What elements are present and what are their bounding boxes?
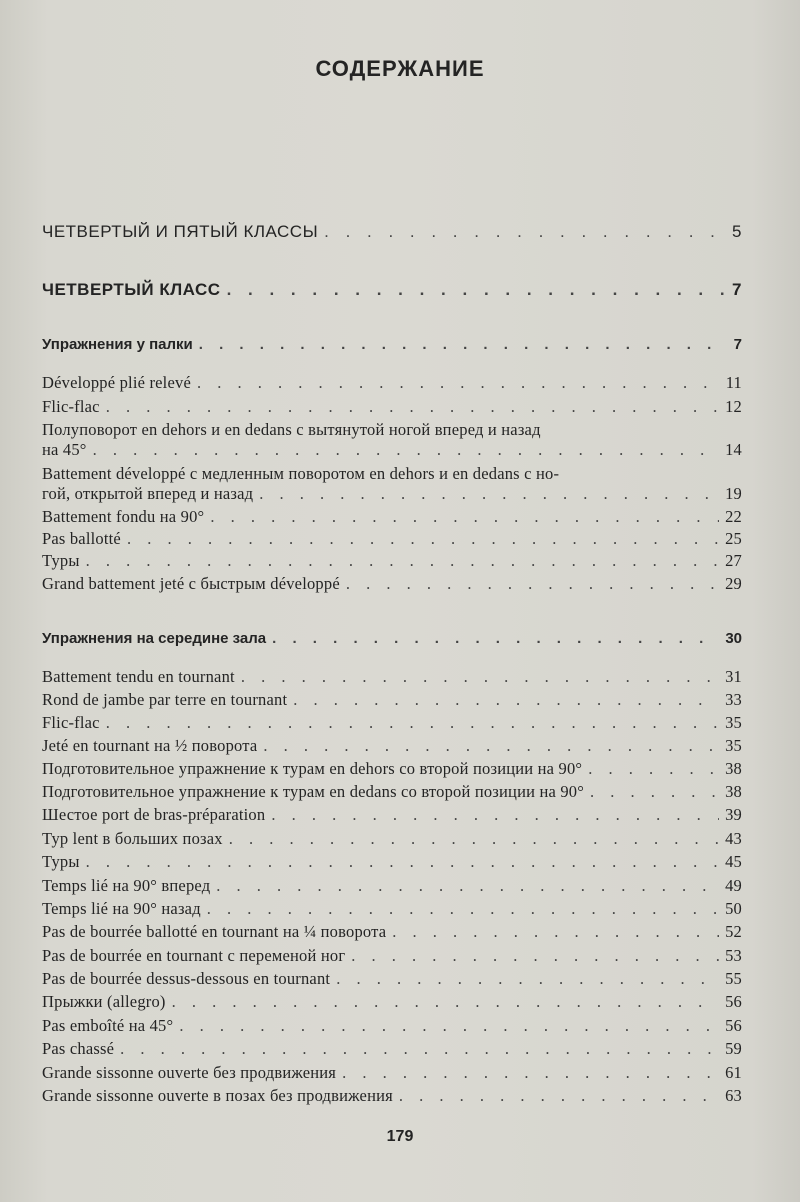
leader-dots	[259, 484, 719, 504]
toc-label: Flic-flac	[42, 397, 100, 416]
toc-label: Battement tendu en tournant	[42, 667, 235, 686]
toc-page-number: 29	[725, 574, 742, 593]
toc-item	[42, 805, 742, 825]
toc-item	[42, 922, 742, 942]
toc-page-number: 63	[725, 1086, 742, 1105]
toc-page-number: 45	[725, 852, 742, 871]
toc-label: Pas emboîté на 45°	[42, 1016, 174, 1035]
toc-page-number: 56	[725, 1016, 742, 1035]
toc-page-number: 33	[725, 690, 742, 709]
toc-page-number: 7	[732, 280, 742, 299]
leader-dots	[588, 759, 719, 779]
toc-label: Подготовительное упражнение к турам en dehors со второй позиции на 90°	[42, 759, 583, 778]
leader-dots	[86, 551, 719, 571]
toc-label: Battement fondu на 90°	[42, 507, 205, 526]
leader-dots	[207, 899, 719, 919]
toc-label: Упражнения у палки	[42, 336, 193, 353]
toc-label: Упражнения на середине зала	[42, 630, 267, 647]
toc-page-number: 14	[725, 440, 742, 459]
leader-dots	[172, 992, 719, 1012]
toc-label: Développé plié relevé	[42, 373, 191, 392]
toc-label: Тур lent в больших позах	[42, 829, 223, 848]
toc-page-number: 55	[725, 969, 742, 988]
toc-page-number: 35	[725, 713, 742, 732]
toc-page-number: 19	[725, 484, 742, 503]
toc-item-first-line: Battement développé с медленным поворотом en dehors и en dedans с но-	[42, 464, 560, 483]
toc-item	[42, 397, 742, 417]
toc-label: Pas de bourrée en tournant с переменой ног	[42, 946, 346, 965]
toc-item	[42, 899, 742, 919]
leader-dots	[227, 280, 726, 300]
toc-label: Pas chassé	[42, 1039, 115, 1058]
toc-item	[42, 484, 742, 504]
toc-label: Temps lié на 90° вперед	[42, 876, 211, 895]
leader-dots	[346, 574, 719, 594]
leader-dots	[272, 630, 719, 647]
toc-item	[42, 829, 742, 849]
toc-item	[42, 782, 742, 802]
toc-label: Flic-flac	[42, 713, 100, 732]
toc-page-number: 52	[725, 922, 742, 941]
toc-page-number: 35	[725, 736, 742, 755]
toc-page-number: 11	[725, 373, 742, 392]
toc-item	[42, 759, 742, 779]
toc-label: Temps lié на 90° назад	[42, 899, 201, 918]
toc-page-number: 12	[725, 397, 742, 416]
toc-item	[42, 736, 742, 756]
leader-dots	[127, 529, 719, 549]
toc-page-number: 38	[725, 759, 742, 778]
leader-dots	[210, 507, 719, 527]
toc-page-number: 53	[725, 946, 742, 965]
toc-label: Grande sissonne ouverte в позах без продвижения	[42, 1086, 393, 1105]
toc-page-number: 5	[732, 222, 742, 241]
leader-dots	[229, 829, 719, 849]
toc-page-number: 22	[725, 507, 742, 526]
toc-page-number: 61	[725, 1063, 742, 1082]
page-number-folio: 179	[386, 1128, 414, 1145]
leader-dots	[216, 876, 719, 896]
page-title: СОДЕРЖАНИЕ	[315, 56, 485, 81]
leader-dots	[263, 736, 719, 756]
toc-label: Туры	[42, 551, 80, 570]
toc-item	[42, 969, 742, 989]
toc-page-number: 27	[725, 551, 742, 570]
toc-page-number: 7	[733, 336, 742, 353]
toc-label: Jeté en tournant на ½ поворота	[42, 736, 258, 755]
toc-page-number: 30	[725, 630, 742, 647]
leader-dots	[342, 1063, 719, 1083]
toc-item	[42, 1063, 742, 1083]
toc-page-number: 59	[725, 1039, 742, 1058]
toc-heading-barre	[42, 336, 742, 353]
toc-section-4	[42, 280, 742, 300]
leader-dots	[324, 222, 726, 242]
toc-item	[42, 507, 742, 527]
leader-dots	[93, 440, 720, 460]
leader-dots	[241, 667, 719, 687]
toc-item	[42, 667, 742, 687]
leader-dots	[199, 336, 728, 353]
toc-section-4-5	[42, 222, 742, 242]
leader-dots	[336, 969, 719, 989]
leader-dots	[120, 1039, 719, 1059]
toc-label: ЧЕТВЕРТЫЙ КЛАСС	[42, 280, 221, 299]
leader-dots	[399, 1086, 719, 1106]
toc-item	[42, 992, 742, 1012]
toc-label: Grand battement jeté с быстрым développé	[42, 574, 340, 593]
toc-page-number: 50	[725, 899, 742, 918]
toc-heading-centre	[42, 630, 742, 647]
toc-label: Шестое port de bras-préparation	[42, 805, 266, 824]
toc-label: Rond de jambe par terre en tournant	[42, 690, 288, 709]
toc-item	[42, 551, 742, 571]
toc-label: Туры	[42, 852, 80, 871]
toc-label: гой, открытой вперед и назад	[42, 484, 254, 503]
toc-item	[42, 1039, 742, 1059]
toc-item-first-line: Полуповорот en dehors и en dedans с вытянутой ногой вперед и назад	[42, 420, 541, 439]
leader-dots	[590, 782, 719, 802]
toc-item	[42, 713, 742, 733]
toc-page-number: 43	[725, 829, 742, 848]
leader-dots	[197, 373, 720, 393]
leader-dots	[106, 397, 719, 417]
leader-dots	[271, 805, 719, 825]
toc-page-number: 56	[725, 992, 742, 1011]
toc-item	[42, 1086, 742, 1106]
toc-label: Pas de bourrée dessus-dessous en tournant	[42, 969, 331, 988]
toc-label: Grande sissonne ouverte без продвижения	[42, 1063, 337, 1082]
toc-label: ЧЕТВЕРТЫЙ И ПЯТЫЙ КЛАССЫ	[42, 222, 319, 241]
toc-item	[42, 1016, 742, 1036]
toc-item	[42, 690, 742, 710]
leader-dots	[179, 1016, 719, 1036]
toc-label: на 45°	[42, 440, 87, 459]
toc-label: Подготовительное упражнение к турам en dedans со второй позиции на 90°	[42, 782, 585, 801]
toc-page-number: 25	[725, 529, 742, 548]
leader-dots	[293, 690, 719, 710]
leader-dots	[392, 922, 719, 942]
toc-label: Pas ballotté	[42, 529, 121, 548]
leader-dots	[86, 852, 719, 872]
toc-label: Прыжки (allegro)	[42, 992, 166, 1011]
leader-dots	[351, 946, 719, 966]
toc-item	[42, 574, 742, 594]
toc-page-number: 39	[725, 805, 742, 824]
toc-item	[42, 440, 742, 460]
toc-page-number: 38	[725, 782, 742, 801]
toc-item	[42, 946, 742, 966]
toc-item	[42, 529, 742, 549]
toc-page-number: 31	[725, 667, 742, 686]
toc-page-number: 49	[725, 876, 742, 895]
toc-item	[42, 373, 742, 393]
toc-item	[42, 876, 742, 896]
toc-item	[42, 852, 742, 872]
leader-dots	[106, 713, 719, 733]
toc-label: Pas de bourrée ballotté en tournant на ¼ поворота	[42, 922, 387, 941]
